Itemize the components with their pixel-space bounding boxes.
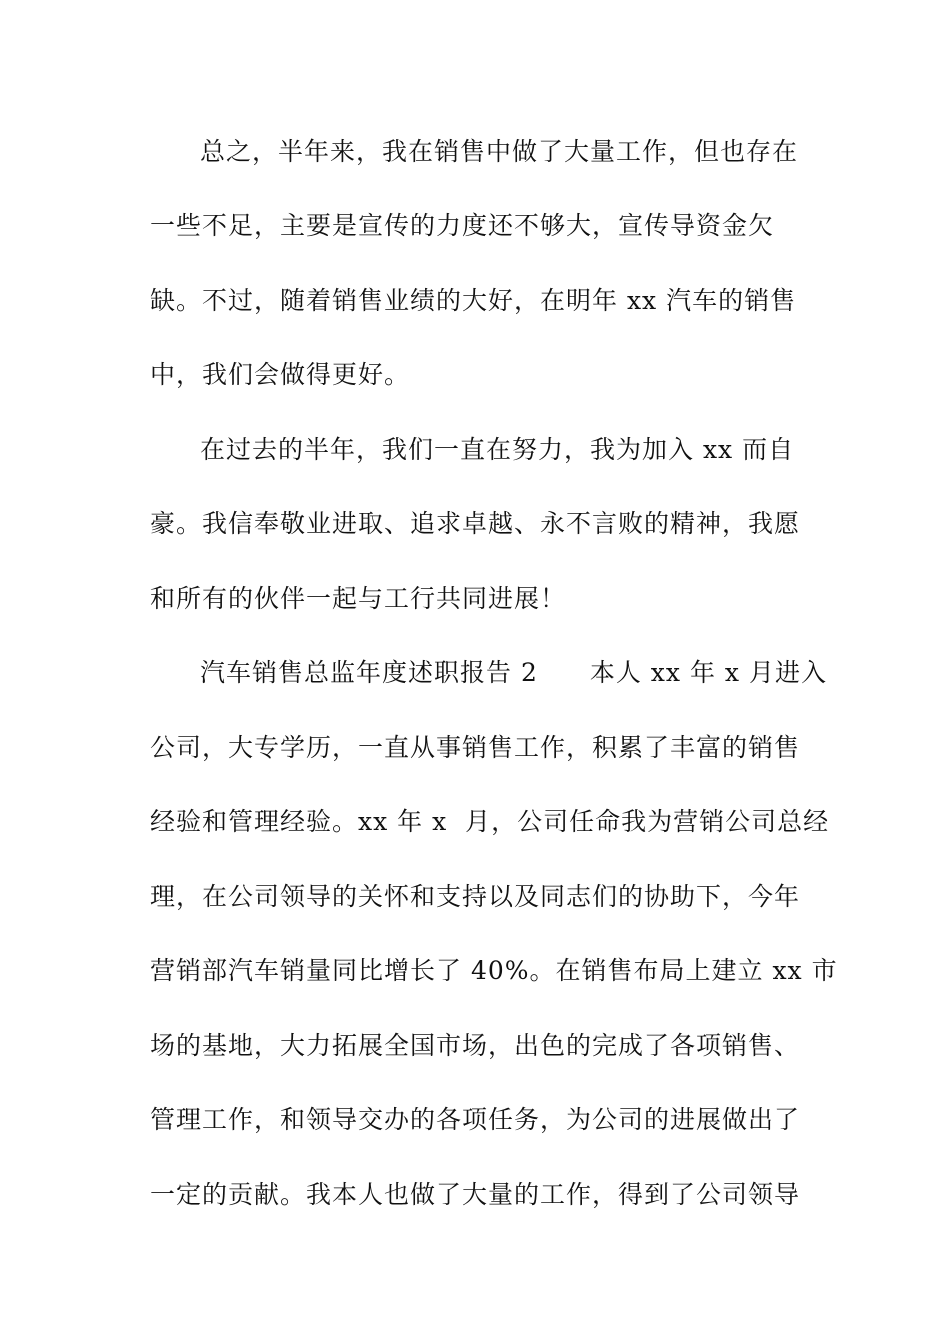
text-line: 中，我们会做得更好。 (150, 360, 411, 389)
text-line: 管理工作，和领导交办的各项任务，为公司的进展做出了 (150, 1105, 801, 1134)
text-line: 营销部汽车销量同比增长了 40%。在销售布局上建立 xx 市 (150, 956, 838, 985)
text-line: 和所有的伙伴一起与工行共同进展！ (150, 584, 567, 613)
text-line: 公司，大专学历，一直从事销售工作，积累了丰富的销售 (150, 733, 801, 762)
text-line: 豪。我信奉敬业进取、追求卓越、永不言败的精神，我愿 (150, 509, 801, 538)
text-line: 一定的贡献。我本人也做了大量的工作，得到了公司领导 (150, 1180, 801, 1209)
text-line: 一些不足，主要是宣传的力度还不够大，宣传导资金欠 (150, 211, 775, 240)
text-line: 缺。不过，随着销售业绩的大好，在明年 xx 汽车的销售 (150, 286, 797, 315)
text-line: 经验和管理经验。xx 年 x 月，公司任命我为营销公司总经 (150, 807, 830, 836)
text-line: 总之，半年来，我在销售中做了大量工作，但也存在 (200, 137, 799, 166)
text-line: 在过去的半年，我们一直在努力，我为加入 xx 而自 (200, 435, 795, 464)
section-heading-line: 汽车销售总监年度述职报告 2 本人 xx 年 x 月进入 (200, 658, 827, 687)
text-line: 理，在公司领导的关怀和支持以及同志们的协助下，今年 (150, 882, 801, 911)
text-line: 场的基地，大力拓展全国市场，出色的完成了各项销售、 (150, 1031, 801, 1060)
